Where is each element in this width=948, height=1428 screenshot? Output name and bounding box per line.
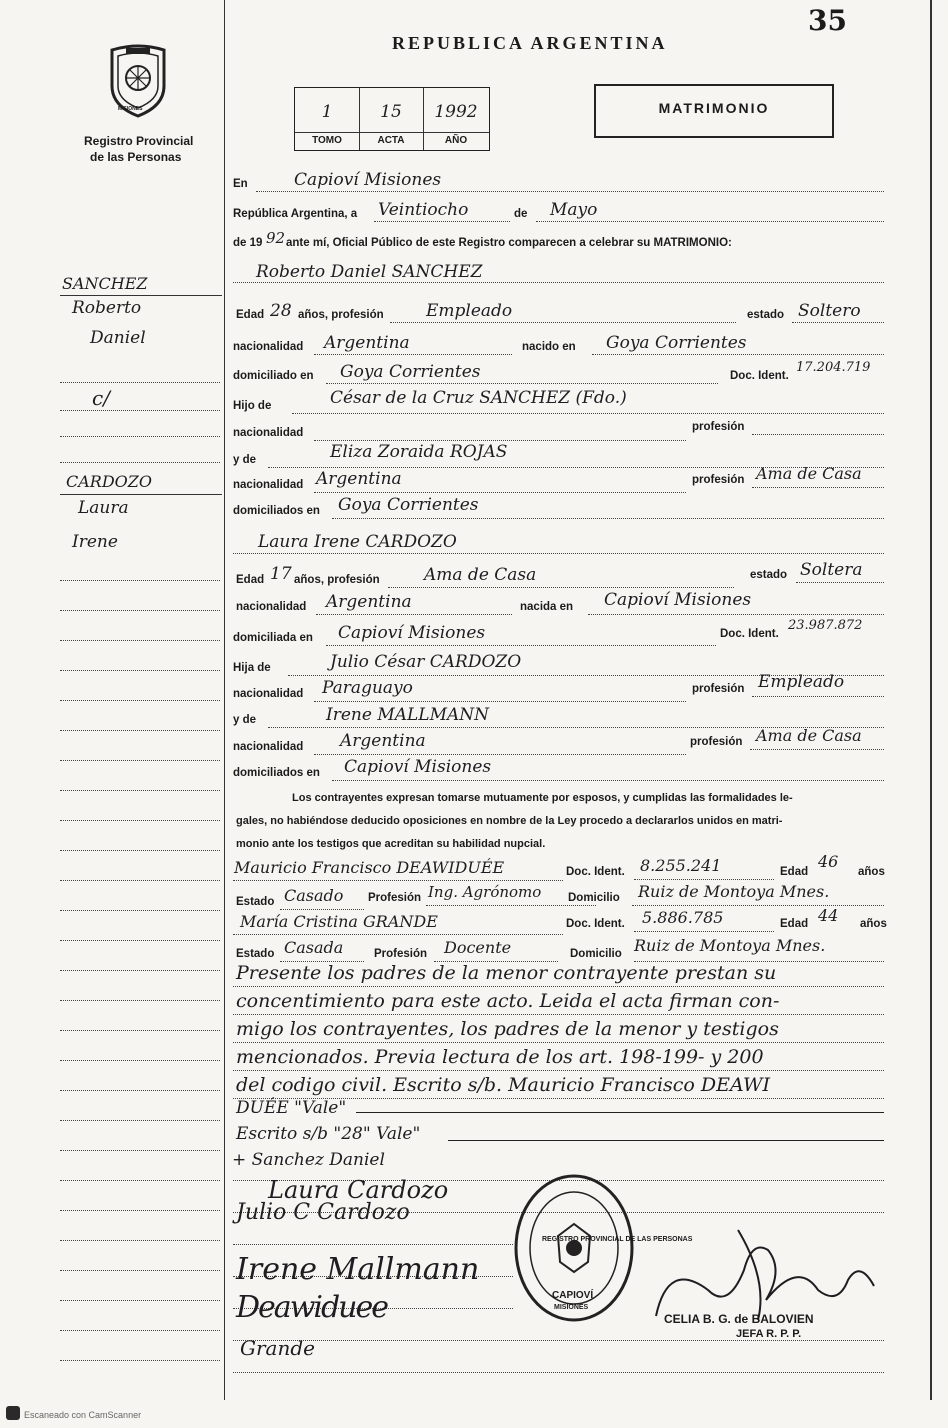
profesion-label: profesión xyxy=(692,683,745,695)
line-dots xyxy=(332,780,884,781)
line-dots xyxy=(792,322,884,323)
line-dots xyxy=(292,413,884,414)
line-dots xyxy=(314,440,686,441)
signature-5: Deawiduee xyxy=(236,1290,387,1325)
doc-ident-label: Doc. Ident. xyxy=(566,866,625,878)
line-dots xyxy=(314,492,686,493)
ano-value: 1992 xyxy=(434,102,478,122)
line-dots xyxy=(536,221,884,222)
margin-dots xyxy=(60,1180,220,1181)
note-line: Presente los padres de la menor contrayente prestan su xyxy=(236,962,777,984)
margin-dots xyxy=(60,580,220,581)
bride-address: Capioví Misiones xyxy=(338,623,486,643)
line-dots xyxy=(750,749,884,750)
intro-statement: ante mí, Oficial Público de este Registro comparecen a celebrar su MATRIMONIO: xyxy=(286,237,732,249)
estado-label: estado xyxy=(750,569,788,581)
hija-de-label: Hija de xyxy=(233,662,271,674)
witness1-doc-id: 8.255.241 xyxy=(640,856,722,875)
margin-dots xyxy=(60,730,220,731)
margin-rule xyxy=(224,0,225,1400)
line-dots xyxy=(233,1042,884,1043)
nacionalidad-label: nacionalidad xyxy=(233,427,304,439)
margin-dots xyxy=(60,790,220,791)
signature-4: Irene Mallmann xyxy=(236,1252,480,1287)
domiciliados-label: domiciliados en xyxy=(233,767,320,779)
page-number: 35 xyxy=(808,4,847,37)
registry-line1: Registro Provincial xyxy=(84,134,194,148)
line-dots xyxy=(233,1244,513,1245)
year-prefix: de 19 xyxy=(233,237,263,249)
line-dots xyxy=(314,754,686,755)
margin-bride-name2: Irene xyxy=(72,532,118,552)
month-value: Mayo xyxy=(550,200,598,220)
margin-dots xyxy=(60,850,220,851)
margin-dots xyxy=(60,382,220,383)
domiciliado-label: domiciliado en xyxy=(233,370,314,382)
bride-nationality: Argentina xyxy=(326,592,412,612)
bride-father-profession: Empleado xyxy=(758,672,845,692)
note-line: DUÉE "Vale" xyxy=(236,1098,347,1118)
margin-groom-surname: SANCHEZ xyxy=(62,274,148,293)
margin-dots xyxy=(60,940,220,941)
margin-dots xyxy=(60,1000,220,1001)
margin-dots xyxy=(60,610,220,611)
line-dots xyxy=(390,322,736,323)
declaration-line2: gales, no habiéndose deducido oposiciones en nombre de la Ley procedo a declararlos unidos en matri- xyxy=(236,815,783,827)
profesion-label-w2: Profesión xyxy=(374,948,428,960)
line-dots xyxy=(632,905,884,906)
line-dots xyxy=(233,282,884,283)
groom-parents-address: Goya Corrientes xyxy=(338,495,479,515)
margin-conj: c/ xyxy=(92,386,110,410)
country-title: REPUBLICA ARGENTINA xyxy=(392,33,668,53)
nacido-en-label: nacido en xyxy=(522,341,576,353)
margin-dots xyxy=(60,1300,220,1301)
line-dots xyxy=(233,1014,884,1015)
witness1-name: Mauricio Francisco DEAWIDUÉE xyxy=(234,858,505,877)
margin-dots xyxy=(60,1030,220,1031)
nacionalidad-label: nacionalidad xyxy=(233,688,304,700)
bride-age: 17 xyxy=(270,564,292,584)
margin-dots xyxy=(60,1330,220,1331)
line-dots xyxy=(588,614,884,615)
margin-dots xyxy=(60,670,220,671)
groom-doc-id: 17.204.719 xyxy=(796,360,871,375)
acta-value: 15 xyxy=(380,102,402,122)
domicilio-label-w1: Domicilio xyxy=(568,892,620,904)
seal-outer-text: REGISTRO PROVINCIAL DE LAS PERSONAS xyxy=(542,1236,693,1243)
domiciliada-label: domiciliada en xyxy=(233,632,313,644)
margin-dots xyxy=(60,1360,220,1361)
margin-dots xyxy=(60,1210,220,1211)
line-dots xyxy=(233,553,884,554)
signature-3: Julio C Cardozo xyxy=(236,1200,410,1225)
line-dots xyxy=(314,701,686,702)
de-label: de xyxy=(514,208,528,220)
bride-father-nationality: Paraguayo xyxy=(322,678,413,698)
line-dots xyxy=(326,383,718,384)
signature-2: Laura Cardozo xyxy=(268,1176,449,1204)
witness1-address: Ruiz de Montoya Mnes. xyxy=(638,882,830,901)
line-dots xyxy=(634,879,774,880)
scanner-logo-icon xyxy=(6,1406,20,1420)
official-name: CELIA B. G. de BALOVIEN xyxy=(664,1312,814,1326)
estado-label-w1: Estado xyxy=(236,896,275,908)
margin-dots xyxy=(60,760,220,761)
note-fill-line xyxy=(356,1112,884,1113)
groom-mother: Eliza Zoraida ROJAS xyxy=(330,442,508,462)
groom-mother-nationality: Argentina xyxy=(316,469,402,489)
bride-mother: Irene MALLMANN xyxy=(326,705,490,725)
margin-dots xyxy=(60,880,220,881)
note-line: migo los contrayentes, los padres de la menor y testigos xyxy=(236,1018,779,1040)
bride-mother-profession: Ama de Casa xyxy=(756,726,862,745)
witness2-doc-id: 5.886.785 xyxy=(642,908,724,927)
margin-bride-name1: Laura xyxy=(78,498,129,518)
edad-label-w2: Edad xyxy=(780,918,809,930)
edad-label: Edad xyxy=(236,574,265,586)
witness1-profession: Ing. Agrónomo xyxy=(428,883,542,901)
signature-1: + Sanchez Daniel xyxy=(232,1150,385,1170)
margin-dots xyxy=(60,462,220,463)
witness1-status: Casado xyxy=(284,886,344,905)
groom-mother-profession: Ama de Casa xyxy=(756,464,862,483)
doc-ident-label: Doc. Ident. xyxy=(566,918,625,930)
line-dots xyxy=(752,696,884,697)
profesion-label: profesión xyxy=(692,421,745,433)
signature-6: Grande xyxy=(240,1336,315,1360)
estado-label: estado xyxy=(747,309,785,321)
profesion-label-w1: Profesión xyxy=(368,892,422,904)
acta-label: ACTA xyxy=(377,135,405,146)
profesion-label: profesión xyxy=(692,474,745,486)
estado-label-w2: Estado xyxy=(236,948,275,960)
doc-type-box xyxy=(594,84,834,138)
year-suffix: 92 xyxy=(266,229,286,247)
margin-dots xyxy=(60,970,220,971)
groom-nationality: Argentina xyxy=(324,333,410,353)
seal-center-text: CAPIOVÍ xyxy=(552,1290,594,1301)
tomo-label: TOMO xyxy=(312,135,342,146)
anos-label-w2: años xyxy=(860,918,887,930)
official-title: JEFA R. P. P. xyxy=(736,1328,802,1340)
margin-dots xyxy=(60,700,220,701)
groom-age: 28 xyxy=(270,301,292,321)
witness2-address: Ruiz de Montoya Mnes. xyxy=(634,936,826,955)
en-label: En xyxy=(233,178,248,190)
domiciliados-label: domiciliados en xyxy=(233,505,320,517)
line-dots xyxy=(332,518,884,519)
line-dots xyxy=(388,587,734,588)
note-fill-line xyxy=(448,1140,884,1141)
declaration-line1: Los contrayentes expresan tomarse mutuamente por esposos, y cumplidas las formalidades le- xyxy=(292,792,793,804)
line-dots xyxy=(374,221,510,222)
witness1-age: 46 xyxy=(818,852,839,871)
scanner-footer: Escaneado con CamScanner xyxy=(24,1410,142,1420)
line-dots xyxy=(752,487,884,488)
edad-label: Edad xyxy=(236,309,265,321)
line-dots xyxy=(233,1372,884,1373)
line-dots xyxy=(752,434,884,435)
register-box xyxy=(294,87,490,151)
registry-line2: de las Personas xyxy=(90,150,182,164)
bride-birthplace: Capioví Misiones xyxy=(604,590,752,610)
domicilio-label-w2: Domicilio xyxy=(570,948,622,960)
witness2-status: Casada xyxy=(284,938,344,957)
bride-mother-nationality: Argentina xyxy=(340,731,426,751)
line-dots xyxy=(426,905,596,906)
anos-label-w1: años xyxy=(858,866,885,878)
margin-dots xyxy=(60,1240,220,1241)
y-de-label: y de xyxy=(233,714,257,726)
emblem-text: MISIONES xyxy=(118,106,143,112)
witness2-age: 44 xyxy=(818,906,839,925)
margin-dots xyxy=(60,1150,220,1151)
margin-dots xyxy=(60,820,220,821)
bride-full-name: Laura Irene CARDOZO xyxy=(258,532,457,552)
line-dots xyxy=(592,354,884,355)
doc-ident-label: Doc. Ident. xyxy=(720,628,779,640)
margin-dots xyxy=(60,1270,220,1271)
note-line: mencionados. Previa lectura de los art. 198-199- y 200 xyxy=(236,1046,764,1068)
note-line: concentimiento para este acto. Leida el acta firman con- xyxy=(236,990,780,1012)
margin-dots xyxy=(60,1090,220,1091)
groom-address: Goya Corrientes xyxy=(340,362,481,382)
line-dots xyxy=(326,645,716,646)
bride-parents-address: Capioví Misiones xyxy=(344,757,492,777)
doc-ident-label: Doc. Ident. xyxy=(730,370,789,382)
line-dots xyxy=(233,986,884,987)
day-value: Veintiocho xyxy=(378,200,469,220)
line-dots xyxy=(233,1340,884,1341)
line-dots xyxy=(316,614,512,615)
nacionalidad-label: nacionalidad xyxy=(236,601,307,613)
nacionalidad-label: nacionalidad xyxy=(233,741,304,753)
ano-label: AÑO xyxy=(444,135,468,146)
note-line: del codigo civil. Escrito s/b. Mauricio Francisco DEAWI xyxy=(236,1074,770,1096)
edad-label-w1: Edad xyxy=(780,866,809,878)
hijo-de-label: Hijo de xyxy=(233,400,272,412)
groom-full-name: Roberto Daniel SANCHEZ xyxy=(256,262,483,282)
margin-dots xyxy=(60,410,220,411)
witness2-name: María Cristina GRANDE xyxy=(240,912,438,931)
doc-type: MATRIMONIO xyxy=(658,100,770,116)
margin-dots xyxy=(60,436,220,437)
y-de-label: y de xyxy=(233,454,257,466)
republic-label: República Argentina, a xyxy=(233,208,358,220)
bride-profession: Ama de Casa xyxy=(424,565,537,585)
bride-doc-id: 23.987.872 xyxy=(788,618,863,633)
margin-dots xyxy=(60,1060,220,1061)
margin-bride-surname: CARDOZO xyxy=(66,472,153,491)
line-dots xyxy=(634,931,774,932)
anos-profesion-label: años, profesión xyxy=(298,309,384,321)
declaration-line3: monio ante los testigos que acreditan su habilidad nupcial. xyxy=(236,838,546,850)
right-edge-rule xyxy=(930,0,932,1400)
line-dots xyxy=(233,880,563,881)
groom-father: César de la Cruz SANCHEZ (Fdo.) xyxy=(330,388,627,408)
margin-dots xyxy=(60,910,220,911)
nacionalidad-label: nacionalidad xyxy=(233,479,304,491)
profesion-label: profesión xyxy=(690,736,743,748)
line-dots xyxy=(796,582,884,583)
line-dots xyxy=(233,934,563,935)
seal-bottom-text: MISIONES xyxy=(554,1304,589,1311)
groom-profession: Empleado xyxy=(426,301,513,321)
margin-groom-name2: Daniel xyxy=(90,328,146,348)
nacida-en-label: nacida en xyxy=(520,601,574,613)
margin-groom-name1: Roberto xyxy=(72,298,142,318)
bride-civil-status: Soltera xyxy=(800,560,863,580)
margin-dots xyxy=(60,640,220,641)
groom-birthplace: Goya Corrientes xyxy=(606,333,747,353)
line-dots xyxy=(256,191,884,192)
place-value: Capioví Misiones xyxy=(294,170,442,190)
line-dots xyxy=(314,354,512,355)
groom-civil-status: Soltero xyxy=(798,301,861,321)
line-dots xyxy=(280,909,364,910)
tomo-value: 1 xyxy=(321,102,333,122)
anos-profesion-label: años, profesión xyxy=(294,574,380,586)
nacionalidad-label: nacionalidad xyxy=(233,341,304,353)
bride-father: Julio César CARDOZO xyxy=(330,652,522,672)
note-line: Escrito s/b "28" Vale" xyxy=(236,1124,421,1144)
witness2-profession: Docente xyxy=(444,938,512,957)
margin-dots xyxy=(60,1120,220,1121)
line-dots xyxy=(233,1070,884,1071)
